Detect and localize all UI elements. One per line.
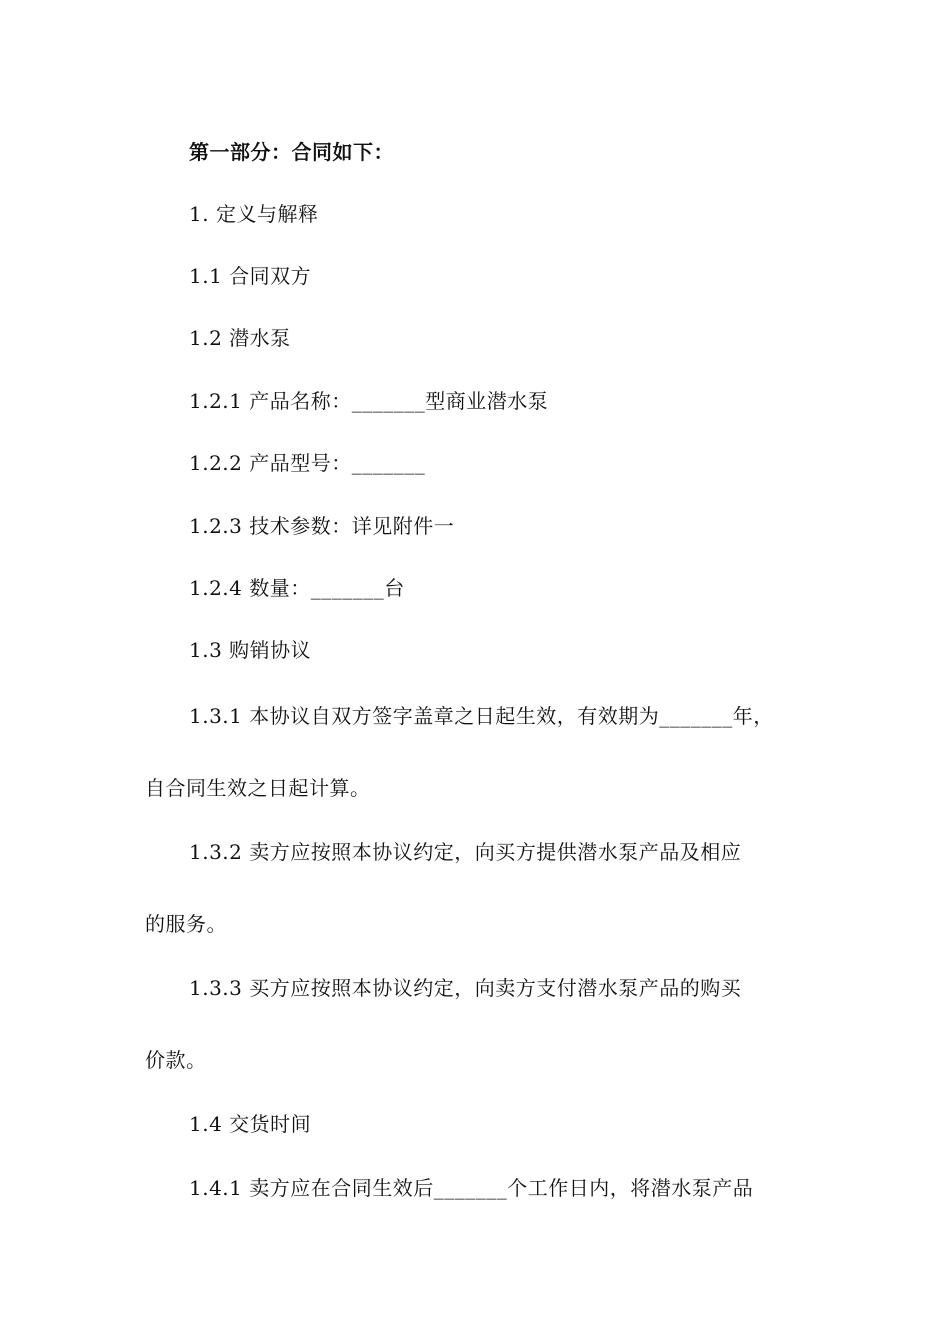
paragraph-line: 自合同生效之日起计算。: [145, 776, 371, 800]
paragraph-line: 1.1 合同双方: [189, 264, 312, 288]
paragraph-line: 1.2.1 产品名称：_______型商业潜水泵: [189, 389, 549, 413]
paragraph-line: 1. 定义与解释: [189, 202, 319, 226]
paragraph-line: 1.2 潜水泵: [189, 326, 291, 350]
paragraph-line: 价款。: [145, 1048, 207, 1072]
paragraph-line: 1.2.4 数量：_______台: [189, 576, 405, 600]
paragraph-line: 1.3.3 买方应按照本协议约定，向卖方支付潜水泵产品的购买: [189, 976, 742, 1000]
paragraph-line: 1.3 购销协议: [189, 638, 312, 662]
paragraph-line: 1.3.2 卖方应按照本协议约定，向买方提供潜水泵产品及相应: [189, 840, 742, 864]
paragraph-line: 的服务。: [145, 912, 227, 936]
paragraph-line: 1.2.3 技术参数：详见附件一: [189, 514, 455, 538]
section-heading: 第一部分：合同如下：: [189, 140, 394, 164]
paragraph-line: 1.4.1 卖方应在合同生效后_______个工作日内，将潜水泵产品: [189, 1176, 754, 1200]
paragraph-line: 1.4 交货时间: [189, 1112, 312, 1136]
paragraph-line: 1.3.1 本协议自双方签字盖章之日起生效，有效期为_______年，: [189, 704, 774, 728]
paragraph-line: 1.2.2 产品型号：_______: [189, 451, 426, 475]
